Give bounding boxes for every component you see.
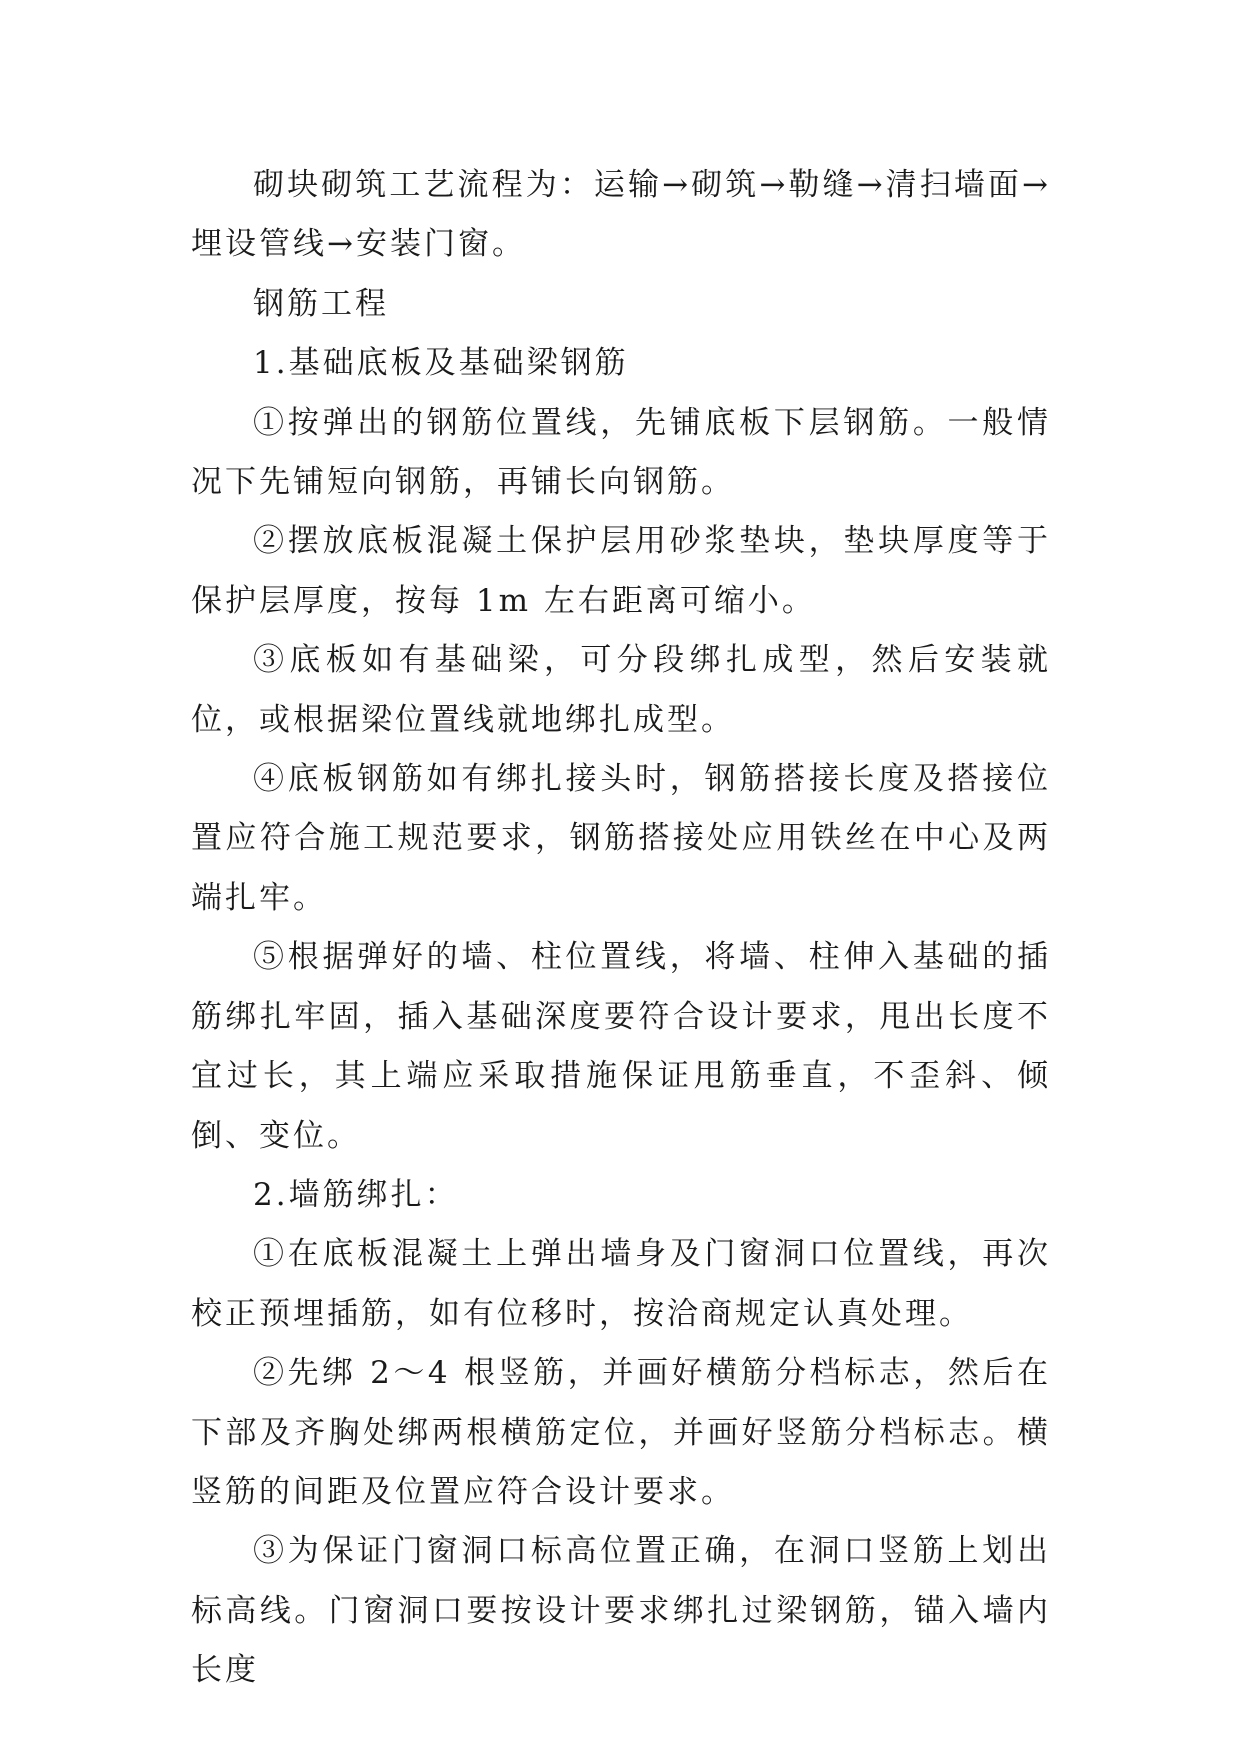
- heading-wall-rebar-binding: 2.墙筋绑扎：: [253, 1176, 459, 1213]
- paragraph-item-5: ⑤根据弹好的墙、柱位置线，将墙、柱伸入基础的插筋绑扎牢固，插入基础深度要符合设计要求，甩出长度不宜过长，其上端应采取措施保证甩筋垂直，不歪斜、倾倒、变位。: [191, 939, 1051, 1154]
- paragraph-wall-item-2: ②先绑 2～4 根竖筋，并画好横筋分档标志，然后在下部及齐胸处绑两根横筋定位，并画好竖筋分档标志。横竖筋的间距及位置应符合设计要求。: [191, 1355, 1051, 1510]
- heading-rebar-works: 钢筋工程: [253, 285, 389, 322]
- paragraph-wall-item-3: ③为保证门窗洞口标高位置正确，在洞口竖筋上划出标高线。门窗洞口要按设计要求绑扎过梁钢筋，锚入墙内长度: [191, 1533, 1051, 1689]
- document-body: [191, 156, 1051, 1701]
- paragraph-item-1: ①按弹出的钢筋位置线，先铺底板下层钢筋。一般情况下先铺短向钢筋，再铺长向钢筋。: [191, 404, 1051, 501]
- paragraph-item-4: ④底板钢筋如有绑扎接头时，钢筋搭接长度及搭接位置应符合施工规范要求，钢筋搭接处应用铁丝在中心及两端扎牢。: [191, 761, 1051, 916]
- heading-foundation-slab-rebar: 1.基础底板及基础梁钢筋: [253, 345, 629, 382]
- paragraph-item-3: ③底板如有基础梁，可分段绑扎成型，然后安装就位，或根据梁位置线就地绑扎成型。: [191, 642, 1051, 738]
- paragraph-wall-item-1: ①在底板混凝土上弹出墙身及门窗洞口位置线，再次校正预埋插筋，如有位移时，按洽商规定认真处理。: [191, 1236, 1051, 1332]
- paragraph-masonry-process: 砌块砌筑工艺流程为：运输→砌筑→勒缝→清扫墙面→埋设管线→安装门窗。: [191, 167, 1051, 263]
- paragraph-item-2: ②摆放底板混凝土保护层用砂浆垫块，垫块厚度等于保护层厚度，按每 1m 左右距离可缩小。: [191, 523, 1051, 619]
